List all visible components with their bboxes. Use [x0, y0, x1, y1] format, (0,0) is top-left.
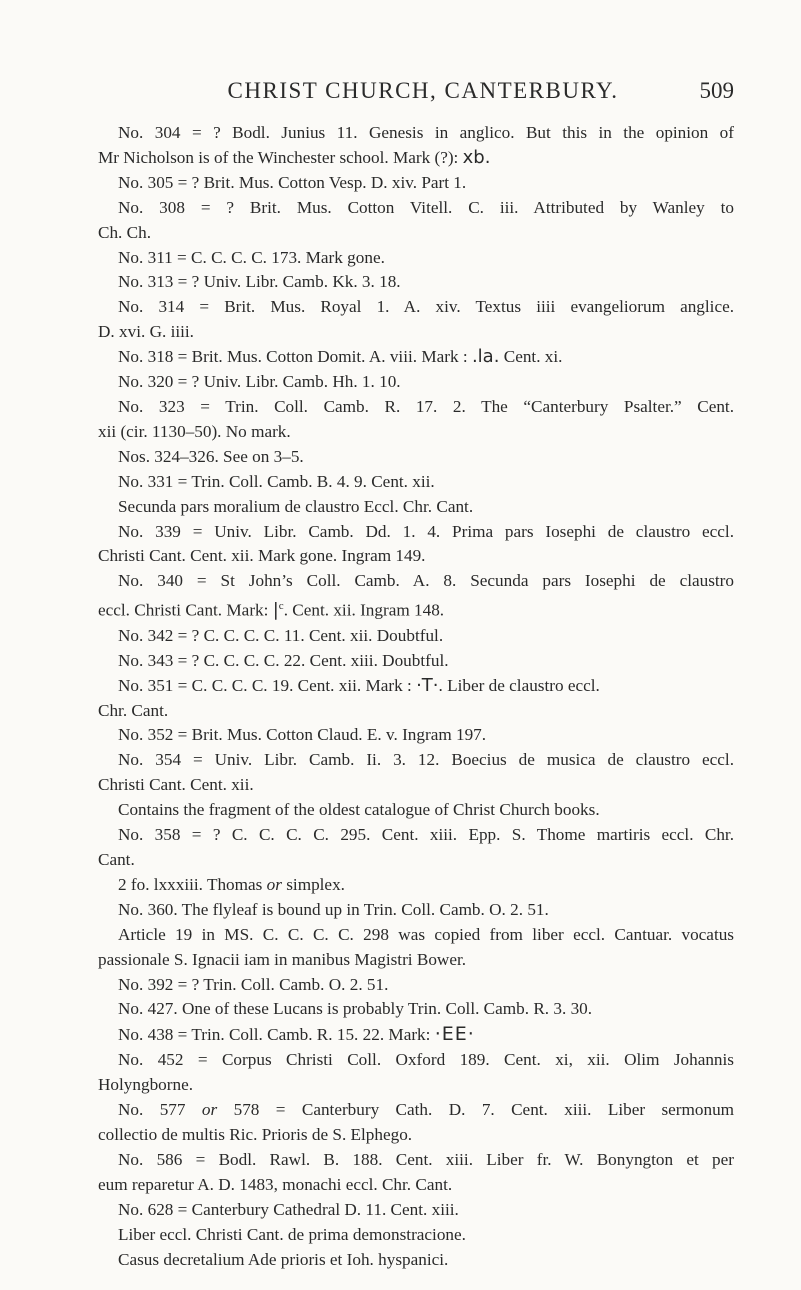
entry-360: No. 360. The flyleaf is bound up in Trin. Coll. Camb. O. 2. 51.: [118, 899, 549, 919]
text-run: 2 fo. lxxxiii. Thomas: [118, 874, 263, 894]
text-run: Mr Nicholson is of the Winchester school. Mark (?):: [98, 147, 459, 167]
manuscript-mark: ·EE·: [434, 1023, 475, 1046]
entry-452-line-2: Holyngborne.: [98, 1075, 193, 1095]
text-run: No. 577: [118, 1100, 186, 1120]
text-run: No. 438 = Trin. Coll. Camb. R. 15. 22. Mark:: [118, 1025, 431, 1045]
entry-342: No. 342 = ? C. C. C. C. 11. Cent. xii. Doubtful.: [118, 625, 444, 645]
entry-352: No. 352 = Brit. Mus. Cotton Claud. E. v. Ingram 197.: [118, 725, 487, 745]
entry-311: No. 311 = C. C. C. C. 173. Mark gone.: [118, 247, 385, 267]
text-run: simplex.: [286, 874, 345, 894]
entry-628: No. 628 = Canterbury Cathedral D. 11. Cent. xiii.: [118, 1199, 459, 1219]
entry-308-line-1: No. 308 = ? Brit. Mus. Cotton Vitell. C. iii. Attributed by Wanley to: [118, 197, 734, 217]
article-19-line-1: Article 19 in MS. C. C. C. C. 298 was copied from liber eccl. Cantuar. vocatus: [118, 924, 734, 944]
text-run: No. 318 = Brit. Mus. Cotton Domit. A. viii. Mark :: [118, 347, 468, 367]
entry-339-line-1: No. 339 = Univ. Libr. Camb. Dd. 1. 4. Prima pars Iosephi de claustro eccl.: [118, 521, 734, 541]
entry-343: No. 343 = ? C. C. C. C. 22. Cent. xiii. Doubtful.: [118, 650, 449, 670]
entry-305: No. 305 = ? Brit. Mus. Cotton Vesp. D. xiv. Part 1.: [118, 172, 467, 192]
entry-313: No. 313 = ? Univ. Libr. Camb. Kk. 3. 18.: [118, 272, 401, 292]
entry-351-line-1: [98, 674, 734, 699]
entry-323-line-1: No. 323 = Trin. Coll. Camb. R. 17. 2. The “Canterbury Psalter.” Cent.: [118, 396, 734, 416]
entry-339-line-2: Christi Cant. Cent. xii. Mark gone. Ingram 149.: [98, 546, 426, 566]
entry-392: No. 392 = ? Trin. Coll. Camb. O. 2. 51.: [118, 974, 389, 994]
catalogue-text: [98, 121, 734, 1272]
entry-452-line-1: No. 452 = Corpus Christi Coll. Oxford 189. Cent. xi, xii. Olim Johannis: [118, 1050, 734, 1070]
text-run: No. 351 = C. C. C. C. 19. Cent. xii. Mark :: [118, 675, 412, 695]
text-run: . Liber de claustro eccl.: [438, 675, 600, 695]
article-19-line-2: passionale S. Ignacii iam in manibus Magistri Bower.: [98, 949, 467, 969]
entry-340-line-1: No. 340 = St John’s Coll. Camb. A. 8. Secunda pars Iosephi de claustro: [118, 571, 734, 591]
entry-304-line-1: No. 304 = ? Bodl. Junius 11. Genesis in anglico. But this in the opinion of: [118, 123, 734, 142]
running-title: CHRIST CHURCH, CANTERBURY.: [227, 78, 619, 103]
entry-340-line-2: [98, 594, 734, 624]
page-number: 509: [699, 78, 734, 103]
entry-331-note: Secunda pars moralium de claustro Eccl. Chr. Cant.: [118, 496, 474, 516]
entry-351-line-2: Chr. Cant.: [98, 700, 169, 720]
text-run: 578 = Canterbury Cath. D. 7. Cent. xiii. Liber sermonum: [233, 1100, 735, 1120]
text-run: eccl. Christi Cant. Mark:: [98, 600, 269, 620]
manuscript-mark: ·T·: [416, 674, 439, 696]
entry-577-line-1: [98, 1098, 734, 1123]
text-run: Cent. xi.: [503, 347, 563, 367]
entry-586-line-1: No. 586 = Bodl. Rawl. B. 188. Cent. xiii. Liber fr. W. Bonyngton et per: [118, 1149, 734, 1169]
manuscript-mark: |: [272, 599, 279, 621]
entry-323-line-2: xii (cir. 1130–50). No mark.: [98, 421, 291, 441]
mark-superscript: c: [278, 600, 284, 613]
entry-304-line-2: [98, 146, 734, 171]
italic-or: or: [266, 874, 282, 894]
entry-358-line-2: Cant.: [98, 850, 135, 870]
entry-354-line-1: No. 354 = Univ. Libr. Camb. Ii. 3. 12. Boecius de musica de claustro eccl.: [118, 750, 734, 770]
italic-or: or: [201, 1100, 218, 1120]
entry-314-line-1: No. 314 = Brit. Mus. Royal 1. A. xiv. Textus iiii evangeliorum anglice.: [118, 297, 734, 317]
page-header: [112, 78, 734, 108]
entry-427: No. 427. One of these Lucans is probably Trin. Coll. Camb. R. 3. 30.: [118, 999, 593, 1019]
manuscript-mark: .la.: [471, 346, 500, 368]
entry-577-line-2: collectio de multis Ric. Prioris de S. Elphego.: [98, 1124, 413, 1144]
entry-438: [98, 1022, 734, 1048]
entry-358-note: [98, 873, 734, 898]
manuscript-mark: xb.: [462, 146, 491, 168]
entry-318: [98, 345, 734, 370]
entry-628-note-1: Liber eccl. Christi Cant. de prima demonstracione.: [118, 1224, 466, 1244]
entry-354-line-2: Christi Cant. Cent. xii.: [98, 775, 254, 795]
entry-586-line-2: eum reparetur A. D. 1483, monachi eccl. Chr. Cant.: [98, 1174, 453, 1194]
entry-308-line-2: Ch. Ch.: [98, 222, 152, 242]
entry-320: No. 320 = ? Univ. Libr. Camb. Hh. 1. 10.: [118, 372, 401, 392]
entry-331: No. 331 = Trin. Coll. Camb. B. 4. 9. Cent. xii.: [118, 471, 435, 491]
text-run: . Cent. xii. Ingram 148.: [283, 600, 445, 620]
entry-324-326: Nos. 324–326. See on 3–5.: [118, 446, 304, 466]
entry-628-note-2: Casus decretalium Ade prioris et Ioh. hyspanici.: [118, 1249, 449, 1269]
entry-358-line-1: No. 358 = ? C. C. C. C. 295. Cent. xiii. Epp. S. Thome martiris eccl. Chr.: [118, 825, 734, 845]
entry-354-note: Contains the fragment of the oldest catalogue of Christ Church books.: [118, 800, 600, 820]
entry-314-line-2: D. xvi. G. iiii.: [98, 322, 194, 342]
